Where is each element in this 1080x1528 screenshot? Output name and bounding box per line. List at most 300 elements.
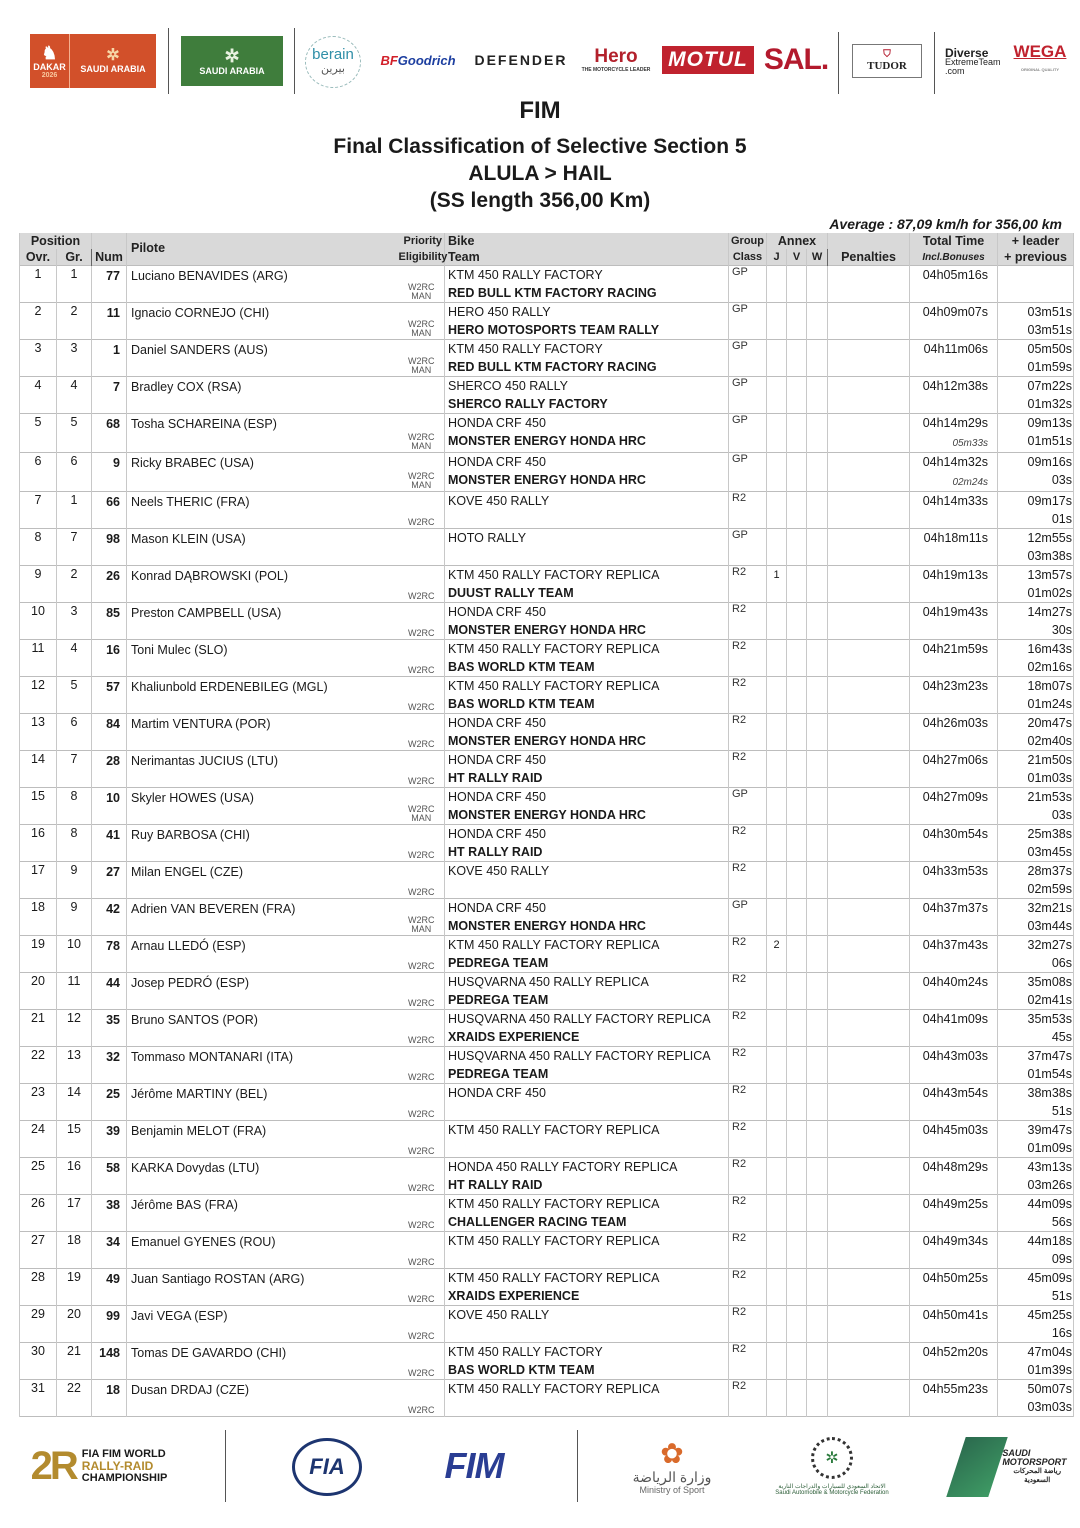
bonus-value: 02m24s bbox=[952, 476, 989, 488]
race-number: 68 bbox=[92, 413, 127, 452]
annex-j bbox=[767, 972, 787, 1009]
gap-previous: 30s bbox=[1051, 622, 1073, 637]
bike-team bbox=[445, 528, 729, 565]
bike: KTM 450 RALLY FACTORY bbox=[448, 267, 603, 282]
bike: KTM 450 RALLY FACTORY bbox=[448, 341, 603, 356]
team: BAS WORLD KTM TEAM bbox=[448, 1362, 595, 1377]
group-class: R2 bbox=[729, 1268, 767, 1305]
annex-j bbox=[767, 861, 787, 898]
penalties bbox=[828, 935, 910, 972]
team: RED BULL KTM FACTORY RACING bbox=[448, 285, 657, 300]
motul-logo: MOTUL bbox=[662, 46, 754, 74]
bike-team bbox=[445, 1194, 729, 1231]
annex-w bbox=[807, 898, 828, 935]
time-value: 04h12m38s bbox=[922, 378, 989, 393]
annex-j bbox=[767, 302, 787, 339]
col-eligibility: Eligibility bbox=[399, 249, 445, 265]
pilot-name: Josep PEDRÓ (ESP) bbox=[127, 972, 399, 1009]
bike-team bbox=[445, 935, 729, 972]
classification-title: Final Classification of Selective Section 5 bbox=[333, 135, 747, 158]
penalties bbox=[828, 491, 910, 528]
gap-leader: 20m47s bbox=[1027, 715, 1073, 730]
annex-w bbox=[807, 1046, 828, 1083]
gaps bbox=[998, 1342, 1074, 1379]
diverse-line2: ExtremeTeam bbox=[945, 56, 1001, 67]
gap-previous: 03m51s bbox=[1027, 322, 1073, 337]
pilot-name: Javi VEGA (ESP) bbox=[127, 1305, 399, 1342]
group-position: 9 bbox=[57, 898, 92, 935]
gaps bbox=[998, 376, 1074, 413]
race-number: 39 bbox=[92, 1120, 127, 1157]
group-class: R2 bbox=[729, 1231, 767, 1268]
overall-position: 11 bbox=[20, 639, 57, 676]
col-team: Team bbox=[445, 249, 729, 265]
hero-logo bbox=[578, 42, 654, 78]
gaps bbox=[998, 602, 1074, 639]
overall-position: 15 bbox=[20, 787, 57, 824]
group-position: 1 bbox=[57, 265, 92, 302]
time-value: 04h21m59s bbox=[922, 641, 989, 656]
gaps bbox=[998, 565, 1074, 602]
group-position: 8 bbox=[57, 824, 92, 861]
annex-v bbox=[787, 452, 807, 491]
gap-leader: 47m04s bbox=[1027, 1344, 1073, 1359]
priority-eligibility bbox=[399, 1083, 445, 1120]
race-number: 78 bbox=[92, 935, 127, 972]
overall-position: 14 bbox=[20, 750, 57, 787]
group-class: R2 bbox=[729, 1379, 767, 1416]
total-time bbox=[910, 639, 998, 676]
priority: W2RC bbox=[408, 803, 435, 814]
table-row bbox=[20, 861, 1074, 898]
group-position: 3 bbox=[57, 602, 92, 639]
priority: W2RC bbox=[408, 470, 435, 481]
pilot-name: Bradley COX (RSA) bbox=[127, 376, 399, 413]
group-position: 2 bbox=[57, 302, 92, 339]
bike: HUSQVARNA 450 RALLY REPLICA bbox=[448, 974, 649, 989]
penalties bbox=[828, 1046, 910, 1083]
total-time bbox=[910, 1342, 998, 1379]
priority-eligibility bbox=[399, 302, 445, 339]
annex-j bbox=[767, 824, 787, 861]
priority: W2RC bbox=[408, 1256, 435, 1267]
bike-team bbox=[445, 339, 729, 376]
gaps bbox=[998, 528, 1074, 565]
penalties bbox=[828, 528, 910, 565]
bonus-value bbox=[910, 621, 988, 625]
team: RED BULL KTM FACTORY RACING bbox=[448, 359, 657, 374]
time-value: 04h14m33s bbox=[922, 493, 989, 508]
annex-w bbox=[807, 302, 828, 339]
diverse-line1: Diverse bbox=[945, 45, 989, 60]
group-class: R2 bbox=[729, 750, 767, 787]
bike-team bbox=[445, 713, 729, 750]
samf-english: Saudi Automobile & Motorcycle Federation bbox=[775, 1489, 889, 1496]
priority-eligibility bbox=[399, 413, 445, 452]
gap-previous: 01m32s bbox=[1027, 396, 1073, 411]
race-number: 11 bbox=[92, 302, 127, 339]
annex-j bbox=[767, 265, 787, 302]
total-time bbox=[910, 528, 998, 565]
annex-v bbox=[787, 676, 807, 713]
group-position: 14 bbox=[57, 1083, 92, 1120]
col-annex: Annex bbox=[767, 233, 828, 249]
group-position: 7 bbox=[57, 528, 92, 565]
priority-eligibility bbox=[399, 935, 445, 972]
gaps bbox=[998, 302, 1074, 339]
col-leader: + leader bbox=[998, 233, 1074, 249]
group-class: R2 bbox=[729, 1083, 767, 1120]
team: MONSTER ENERGY HONDA HRC bbox=[448, 472, 646, 487]
gaps bbox=[998, 452, 1074, 491]
average-speed: Average : 87,09 km/h for 356,00 km bbox=[829, 216, 1062, 232]
dakar-mark bbox=[30, 34, 70, 88]
total-time bbox=[910, 602, 998, 639]
race-number: 66 bbox=[92, 491, 127, 528]
bike-team bbox=[445, 376, 729, 413]
group-class: GP bbox=[729, 898, 767, 935]
group-class: R2 bbox=[729, 824, 767, 861]
group-position: 11 bbox=[57, 972, 92, 1009]
race-number: 10 bbox=[92, 787, 127, 824]
bike: KTM 450 RALLY FACTORY REPLICA bbox=[448, 1381, 660, 1396]
annex-j bbox=[767, 339, 787, 376]
group-position: 6 bbox=[57, 713, 92, 750]
bike-team bbox=[445, 861, 729, 898]
annex-v bbox=[787, 491, 807, 528]
annex-v bbox=[787, 1083, 807, 1120]
total-time bbox=[910, 565, 998, 602]
penalties bbox=[828, 898, 910, 935]
bonus-value bbox=[910, 1102, 988, 1106]
annex-j bbox=[767, 1083, 787, 1120]
priority-eligibility bbox=[399, 602, 445, 639]
group-position: 22 bbox=[57, 1379, 92, 1416]
pilot-name: Toni Mulec (SLO) bbox=[127, 639, 399, 676]
annex-w bbox=[807, 565, 828, 602]
group-position: 3 bbox=[57, 339, 92, 376]
priority-eligibility bbox=[399, 787, 445, 824]
race-number: 148 bbox=[92, 1342, 127, 1379]
bike-team bbox=[445, 1268, 729, 1305]
bonus-value bbox=[910, 880, 988, 884]
gaps bbox=[998, 713, 1074, 750]
header-row-1 bbox=[20, 233, 1074, 249]
team: PEDREGA TEAM bbox=[448, 992, 549, 1007]
penalties bbox=[828, 1379, 910, 1416]
pilot-name: Dusan DRDAJ (CZE) bbox=[127, 1379, 399, 1416]
priority: W2RC bbox=[408, 1219, 435, 1230]
penalties bbox=[828, 1120, 910, 1157]
penalties bbox=[828, 1268, 910, 1305]
annex-j bbox=[767, 676, 787, 713]
time-value: 04h55m23s bbox=[922, 1381, 989, 1396]
col-penalties: Penalties bbox=[828, 233, 910, 265]
bike-team bbox=[445, 639, 729, 676]
priority: W2RC bbox=[408, 960, 435, 971]
group-position: 8 bbox=[57, 787, 92, 824]
w2rc-mark: 2R bbox=[30, 1443, 76, 1488]
bike: HUSQVARNA 450 RALLY FACTORY REPLICA bbox=[448, 1048, 711, 1063]
gaps bbox=[998, 265, 1074, 302]
gap-leader: 45m25s bbox=[1027, 1307, 1073, 1322]
bike: KTM 450 RALLY FACTORY REPLICA bbox=[448, 567, 660, 582]
group-class: R2 bbox=[729, 935, 767, 972]
group-class: R2 bbox=[729, 1157, 767, 1194]
gaps bbox=[998, 339, 1074, 376]
bonus-value bbox=[910, 1250, 988, 1254]
annex-w bbox=[807, 824, 828, 861]
gap-leader: 28m37s bbox=[1027, 863, 1073, 878]
table-row bbox=[20, 1083, 1074, 1120]
bike: HUSQVARNA 450 RALLY FACTORY REPLICA bbox=[448, 1011, 711, 1026]
overall-position: 18 bbox=[20, 898, 57, 935]
bike-team bbox=[445, 972, 729, 1009]
gap-leader: 32m21s bbox=[1027, 900, 1073, 915]
priority-eligibility bbox=[399, 676, 445, 713]
group-position: 20 bbox=[57, 1305, 92, 1342]
bonus-value bbox=[910, 584, 988, 588]
bonus-value bbox=[910, 658, 988, 662]
priority-eligibility bbox=[399, 898, 445, 935]
gap-leader: 14m27s bbox=[1027, 604, 1073, 619]
overall-position: 13 bbox=[20, 713, 57, 750]
gap-previous: 03s bbox=[1051, 472, 1073, 487]
pilot-name: Mason KLEIN (USA) bbox=[127, 528, 399, 565]
bonus-value bbox=[910, 1324, 988, 1328]
annex-v bbox=[787, 972, 807, 1009]
gaps bbox=[998, 491, 1074, 528]
bike-team bbox=[445, 302, 729, 339]
gaps bbox=[998, 1194, 1074, 1231]
overall-position: 22 bbox=[20, 1046, 57, 1083]
defender-logo: DEFENDER bbox=[474, 52, 568, 68]
table-row bbox=[20, 1342, 1074, 1379]
bike: HONDA CRF 450 bbox=[448, 752, 546, 767]
bike: KTM 450 RALLY FACTORY REPLICA bbox=[448, 937, 660, 952]
priority-eligibility bbox=[399, 1342, 445, 1379]
gaps bbox=[998, 1379, 1074, 1416]
penalties bbox=[828, 1194, 910, 1231]
col-position: Position bbox=[20, 233, 92, 249]
eligibility: MAN bbox=[411, 812, 432, 823]
col-annex-j: J bbox=[767, 249, 787, 265]
bike: HONDA CRF 450 bbox=[448, 900, 546, 915]
gap-previous: 01m39s bbox=[1027, 1362, 1073, 1377]
bike: HONDA CRF 450 bbox=[448, 826, 546, 841]
race-number: 42 bbox=[92, 898, 127, 935]
bike-team bbox=[445, 413, 729, 452]
race-number: 35 bbox=[92, 1009, 127, 1046]
gap-leader: 09m17s bbox=[1027, 493, 1073, 508]
overall-position: 20 bbox=[20, 972, 57, 1009]
bonus-value bbox=[910, 321, 988, 325]
bike-team bbox=[445, 1305, 729, 1342]
priority-eligibility bbox=[399, 1379, 445, 1416]
time-value: 04h37m37s bbox=[922, 900, 989, 915]
pilot-name: Daniel SANDERS (AUS) bbox=[127, 339, 399, 376]
bike-team bbox=[445, 1157, 729, 1194]
priority: W2RC bbox=[408, 627, 435, 638]
pilot-name: Arnau LLEDÓ (ESP) bbox=[127, 935, 399, 972]
priority: W2RC bbox=[408, 516, 435, 527]
race-number: 41 bbox=[92, 824, 127, 861]
col-group: Group bbox=[729, 233, 767, 249]
gap-leader: 09m13s bbox=[1027, 415, 1073, 430]
priority-eligibility bbox=[399, 1194, 445, 1231]
annex-v bbox=[787, 1120, 807, 1157]
pilot-name: Jérôme MARTINY (BEL) bbox=[127, 1083, 399, 1120]
penalties bbox=[828, 639, 910, 676]
penalties bbox=[828, 265, 910, 302]
pilot-name: Neels THERIC (FRA) bbox=[127, 491, 399, 528]
annex-w bbox=[807, 1342, 828, 1379]
ss-length: (SS length 356,00 Km) bbox=[429, 189, 651, 212]
gap-previous: 01m51s bbox=[1027, 433, 1073, 448]
annex-j bbox=[767, 639, 787, 676]
bike: KTM 450 RALLY FACTORY REPLICA bbox=[448, 641, 660, 656]
gap-leader: 13m57s bbox=[1027, 567, 1073, 582]
gap-previous: 01m09s bbox=[1027, 1140, 1073, 1155]
annex-v bbox=[787, 528, 807, 565]
penalties bbox=[828, 824, 910, 861]
annex-j: 2 bbox=[767, 935, 787, 972]
group-class: R2 bbox=[729, 1009, 767, 1046]
priority: W2RC bbox=[408, 997, 435, 1008]
gap-previous: 03m03s bbox=[1027, 1399, 1073, 1414]
bfgoodrich-logo bbox=[372, 48, 464, 72]
col-pilote: Pilote bbox=[127, 233, 399, 265]
annex-j bbox=[767, 898, 787, 935]
time-value: 04h37m43s bbox=[922, 937, 989, 952]
table-row bbox=[20, 565, 1074, 602]
gap-previous: 03m45s bbox=[1027, 844, 1073, 859]
divider bbox=[934, 32, 935, 94]
team: MONSTER ENERGY HONDA HRC bbox=[448, 807, 646, 822]
fia-logo: FIA bbox=[292, 1438, 362, 1496]
annex-v bbox=[787, 898, 807, 935]
total-time bbox=[910, 972, 998, 1009]
group-position: 1 bbox=[57, 491, 92, 528]
priority: W2RC bbox=[408, 1367, 435, 1378]
bonus-value bbox=[910, 769, 988, 773]
bike: KOVE 450 RALLY bbox=[448, 863, 550, 878]
overall-position: 30 bbox=[20, 1342, 57, 1379]
gap-previous: 01m24s bbox=[1027, 696, 1073, 711]
fim-logo: FIM bbox=[444, 1445, 504, 1486]
time-value: 04h14m29s bbox=[922, 415, 989, 430]
annex-w bbox=[807, 750, 828, 787]
team: MONSTER ENERGY HONDA HRC bbox=[448, 918, 646, 933]
bonus-value bbox=[910, 547, 988, 551]
ministry-english: Ministry of Sport bbox=[639, 1485, 705, 1495]
annex-w bbox=[807, 528, 828, 565]
bike-team bbox=[445, 565, 729, 602]
bike: HONDA CRF 450 bbox=[448, 604, 546, 619]
annex-j bbox=[767, 1379, 787, 1416]
saudi-arabia-logo bbox=[181, 36, 283, 86]
time-value: 04h27m09s bbox=[922, 789, 989, 804]
annex-j bbox=[767, 750, 787, 787]
penalties bbox=[828, 1305, 910, 1342]
bonus-value bbox=[910, 954, 988, 958]
group-position: 19 bbox=[57, 1268, 92, 1305]
annex-w bbox=[807, 413, 828, 452]
penalties bbox=[828, 1342, 910, 1379]
bike-team bbox=[445, 452, 729, 491]
overall-position: 6 bbox=[20, 452, 57, 491]
race-number: 18 bbox=[92, 1379, 127, 1416]
group-class: GP bbox=[729, 528, 767, 565]
samf-arabic: الاتحاد السعودي للسيارات والدراجات النارية bbox=[778, 1483, 886, 1490]
priority-eligibility bbox=[399, 491, 445, 528]
annex-v bbox=[787, 376, 807, 413]
overall-position: 12 bbox=[20, 676, 57, 713]
gap-leader: 25m38s bbox=[1027, 826, 1073, 841]
gap-previous: 03m44s bbox=[1027, 918, 1073, 933]
saudi-arabia-label: SAUDI ARABIA bbox=[199, 66, 265, 76]
priority-eligibility bbox=[399, 1046, 445, 1083]
gaps bbox=[998, 1231, 1074, 1268]
annex-w bbox=[807, 1009, 828, 1046]
table-row bbox=[20, 1379, 1074, 1416]
time-value: 04h18m11s bbox=[923, 530, 989, 545]
priority: W2RC bbox=[408, 590, 435, 601]
hero-tagline: THE MOTORCYCLE LEADER bbox=[581, 67, 651, 73]
priority-eligibility bbox=[399, 639, 445, 676]
bonus-value bbox=[910, 695, 988, 699]
bonus-value bbox=[910, 843, 988, 847]
bonus-value bbox=[910, 991, 988, 995]
bonus-value: 05m33s bbox=[952, 437, 989, 449]
bonus-value bbox=[910, 510, 988, 514]
annex-v bbox=[787, 302, 807, 339]
bonus-value bbox=[910, 1398, 988, 1402]
time-value: 04h50m25s bbox=[922, 1270, 989, 1285]
col-ovr: Ovr. bbox=[20, 249, 57, 265]
annex-v bbox=[787, 1268, 807, 1305]
annex-v bbox=[787, 602, 807, 639]
race-number: 34 bbox=[92, 1231, 127, 1268]
team: MONSTER ENERGY HONDA HRC bbox=[448, 733, 646, 748]
priority: W2RC bbox=[408, 1145, 435, 1156]
team: SHERCO RALLY FACTORY bbox=[448, 396, 608, 411]
col-incl-bonuses: Incl.Bonuses bbox=[910, 249, 998, 265]
group-class: GP bbox=[729, 339, 767, 376]
berain-logo bbox=[305, 36, 361, 88]
samf-badge-icon: ✲ bbox=[811, 1437, 853, 1479]
gap-previous: 01m54s bbox=[1027, 1066, 1073, 1081]
annex-j bbox=[767, 1305, 787, 1342]
race-number: 27 bbox=[92, 861, 127, 898]
team: BAS WORLD KTM TEAM bbox=[448, 696, 595, 711]
annex-v bbox=[787, 1379, 807, 1416]
penalties bbox=[828, 750, 910, 787]
group-class: R2 bbox=[729, 1305, 767, 1342]
pilot-name: Nerimantas JUCIUS (LTU) bbox=[127, 750, 399, 787]
tudor-shield-icon: ⛉ bbox=[883, 49, 891, 60]
race-number: 32 bbox=[92, 1046, 127, 1083]
pilot-name: Preston CAMPBELL (USA) bbox=[127, 602, 399, 639]
table-row bbox=[20, 528, 1074, 565]
annex-v bbox=[787, 787, 807, 824]
priority: W2RC bbox=[408, 1404, 435, 1415]
divider bbox=[577, 1430, 578, 1502]
group-position: 10 bbox=[57, 935, 92, 972]
berain-arabic: بيرين bbox=[321, 63, 345, 75]
annex-w bbox=[807, 1305, 828, 1342]
gaps bbox=[998, 1268, 1074, 1305]
